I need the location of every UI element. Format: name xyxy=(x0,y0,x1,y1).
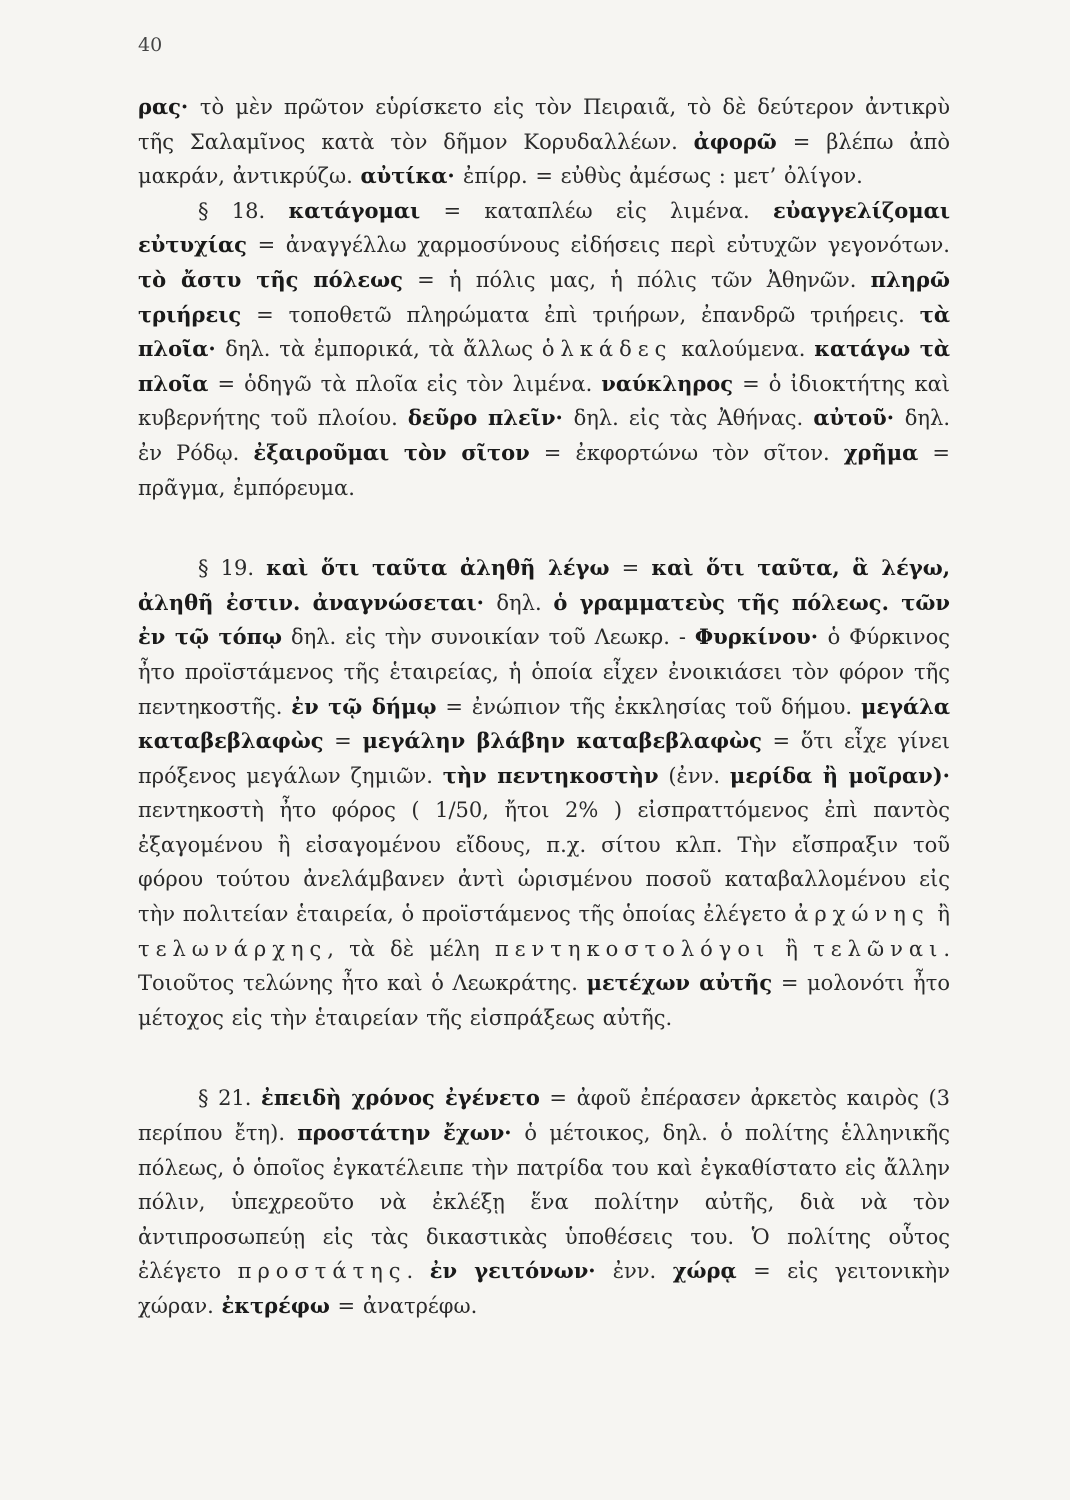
lemma-term: τὸ ἄστυ τῆς πόλεως xyxy=(138,266,403,292)
gloss-text: = ἡ πόλις μας, ἡ πόλις τῶν Ἀθηνῶν. xyxy=(402,267,871,292)
gloss-text: δηλ. xyxy=(496,590,554,615)
lemma-term: μετέχων αὐτῆς xyxy=(586,970,773,996)
gloss-text: ἐνν. xyxy=(612,1259,673,1284)
gloss-text: = βλέπω ἀπὸ μακράν, ἀντικρύζω. xyxy=(138,129,950,189)
lemma-term: εὐαγγελίζομαι εὐτυχίας xyxy=(138,197,950,258)
lemma-term: τὰ πλοῖα· xyxy=(138,301,950,362)
gloss-text: = xyxy=(609,556,652,581)
lemma-term: κατάγω τὰ πλοῖα xyxy=(138,336,951,396)
lemma-term: χώρᾳ xyxy=(672,1258,737,1284)
gloss-text: § 19. xyxy=(198,556,267,581)
lemma-term: καὶ ὅτι ταῦτα, ἃ λέγω, ἀληθῆ ἐστιν. ἀναγνώσεται· xyxy=(138,555,951,615)
lemma-term: πληρῶ τριήρεις xyxy=(138,266,950,327)
spaced-term: τελωνάρχης xyxy=(138,936,328,961)
lemma-term: μερίδα ἢ μοῖραν)· xyxy=(729,762,950,788)
lemma-term: μεγάλην βλάβην καταβεβλαφὼς xyxy=(362,728,762,754)
lemma-term: τὴν πεντηκοστὴν xyxy=(442,762,659,788)
gloss-text: ὁ μέτοικος, δηλ. ὁ πολίτης ἑλληνικῆς πόλεως, ὁ ὁποῖος ἐγκατέλειπε τὴν πατρίδα του καὶ ἐγκαθίστατο εἰς ἄλλην πόλιν, ὑπεχρεοῦτο νὰ ἐκλέξῃ ἕνα πολίτην αὐτῆς, διὰ νὰ τὸν ἀντιπροσωπεύῃ εἰς τὰς δικαστικὰς ὑποθέσεις του. Ὁ πολίτης οὗτος ἐλέγετο xyxy=(138,1121,950,1284)
gloss-text: = εἰς γειτονικὴν χώραν. xyxy=(138,1259,951,1318)
paragraph-section-21 xyxy=(138,1081,950,1323)
gloss-text: . Τοιοῦτος τελώνης ἦτο καὶ ὁ Λεωκράτης. xyxy=(138,936,950,996)
lemma-term: αὐτίκα· xyxy=(360,163,464,189)
paragraph-section-17 xyxy=(138,90,950,194)
gloss-text: καλούμενα. xyxy=(672,337,815,362)
gloss-text: ἐπίρρ. = εὐθὺς ἀμέσως : μετ’ ὀλίγον. xyxy=(463,164,863,189)
gloss-text: = ἀναγγέλλω χαρμοσύνους εἰδήσεις περὶ εὐτυχῶν γεγονότων. xyxy=(246,233,950,258)
gloss-text: = ἐνώπιον τῆς ἐκκλησίας τοῦ δήμου. xyxy=(436,694,861,719)
gloss-text: δηλ. εἰς τὰς Ἀθήνας. xyxy=(573,406,814,431)
spaced-term: τελῶναι xyxy=(813,936,944,961)
lemma-term: Φυρκίνου· xyxy=(694,624,828,650)
lemma-term: ναύκληρος xyxy=(601,370,734,396)
gloss-text: δηλ. εἰς τὴν συνοικίαν τοῦ Λεωκρ. - xyxy=(282,625,695,650)
paragraph-section-18 xyxy=(138,194,950,505)
gloss-text: ἢ xyxy=(929,902,950,927)
lemma-term: ἐν τῷ δήμῳ xyxy=(291,693,437,719)
gloss-text: = πρᾶγμα, ἐμπόρευμα. xyxy=(138,440,950,500)
gloss-text: § 21. xyxy=(198,1086,262,1111)
gloss-text: = καταπλέω εἰς λιμένα. xyxy=(420,198,773,223)
lemma-term: προστάτην ἔχων· xyxy=(297,1120,525,1146)
lemma-term: κατάγομαι xyxy=(288,197,421,223)
spaced-term: προστάτης xyxy=(237,1259,407,1284)
lemma-term: ἐπειδὴ χρόνος ἐγένετο xyxy=(261,1085,540,1111)
lemma-term: δεῦρο πλεῖν· xyxy=(407,405,574,431)
gloss-text: = τοποθετῶ πληρώματα ἐπὶ τριήρων, ἐπανδρῶ τριήρεις. xyxy=(241,302,920,327)
lemma-term: ἐξαιροῦμαι τὸν σῖτον xyxy=(253,439,530,465)
gloss-text: = ὁδηγῶ τὰ πλοῖα εἰς τὸν λιμένα. xyxy=(208,371,602,396)
gloss-text: = ὁ ἰδιοκτήτης καὶ κυβερνήτης τοῦ πλοίου. xyxy=(138,371,950,431)
gloss-text: ἢ xyxy=(770,936,814,961)
gloss-text: δηλ. ἐν Ρόδῳ. xyxy=(138,406,950,465)
lemma-term: ἐν γειτόνων· xyxy=(429,1258,613,1284)
gloss-text: πεντηκοστὴ ἦτο φόρος ( 1/50, ἤτοι 2% ) εἰσπραττόμενος ἐπὶ παντὸς ἐξαγομένου ἢ εἰσαγομένου εἴδους, π.χ. σίτου κλπ. Τὴν εἴσπραξιν τοῦ φόρου τούτου ἀνελάμβανεν ἀντὶ ὡρισμένου ποσοῦ καταβαλλομένου εἰς τὴν πολιτείαν ἑταιρεία, ὁ προϊστάμενος τῆς ὁποίας ἐλέγετο xyxy=(138,798,950,927)
lemma-term: μεγάλα καταβεβλαφὼς xyxy=(138,693,950,754)
gloss-text: τὸ μὲν πρῶτον εὑρίσκετο εἰς τὸν Πειραιᾶ, τὸ δὲ δεύτερον ἀντικρὺ τῆς Σαλαμῖνος κατὰ τὸν δῆμον Κορυδαλλέων. xyxy=(138,95,951,154)
gloss-text: = ἀφοῦ ἐπέρασεν ἀρκετὸς καιρὸς (3 περίπου ἔτη). xyxy=(138,1086,951,1146)
gloss-text: = ἀνατρέφω. xyxy=(329,1294,478,1318)
lemma-term: καὶ ὅτι ταῦτα ἀληθῆ λέγω xyxy=(266,555,610,581)
page-number: 40 xyxy=(138,34,163,56)
lemma-term: ἀφορῶ xyxy=(693,128,777,154)
gloss-text: § 18. xyxy=(198,198,289,223)
gloss-text: = xyxy=(323,729,363,754)
spaced-term: ὁλκάδες xyxy=(541,337,673,362)
spaced-term: πεντηκοστολόγοι xyxy=(494,936,771,961)
gloss-text: = ὅτι εἶχε γίνει πρόξενος μεγάλων ζημιῶν. xyxy=(138,729,950,788)
lemma-term: ὁ γραμματεὺς τῆς πόλεως. τῶν ἐν τῷ τόπῳ xyxy=(138,589,950,650)
gloss-text: ὁ Φύρκινος ἦτο προϊστάμενος τῆς ἑταιρείας, ἡ ὁποία εἶχεν ἐνοικιάσει τὸν φόρον τῆς πεντηκοστῆς. xyxy=(138,625,950,719)
gloss-text: . xyxy=(406,1259,430,1284)
lemma-term: ρας· xyxy=(138,94,200,119)
spaced-term: ἀρχώνης xyxy=(794,902,930,927)
lemma-term: χρῆμα xyxy=(843,439,919,465)
gloss-text: = ἐκφορτώνω τὸν σῖτον. xyxy=(529,440,844,465)
lemma-term: αὐτοῦ· xyxy=(813,405,905,431)
lemma-term: ἐκτρέφω xyxy=(221,1293,330,1318)
gloss-text: , τὰ δὲ μέλη xyxy=(327,936,495,961)
gloss-text: = μολονότι ἦτο μέτοχος εἰς τὴν ἑταιρείαν τῆς εἰσπράξεως αὐτῆς. xyxy=(138,971,951,1030)
gloss-text: (ἐνν. xyxy=(658,763,730,788)
paragraph-section-19 xyxy=(138,551,950,1035)
gloss-text: δηλ. τὰ ἐμπορικά, τὰ ἄλλως xyxy=(225,337,542,362)
page-body xyxy=(138,90,950,1324)
